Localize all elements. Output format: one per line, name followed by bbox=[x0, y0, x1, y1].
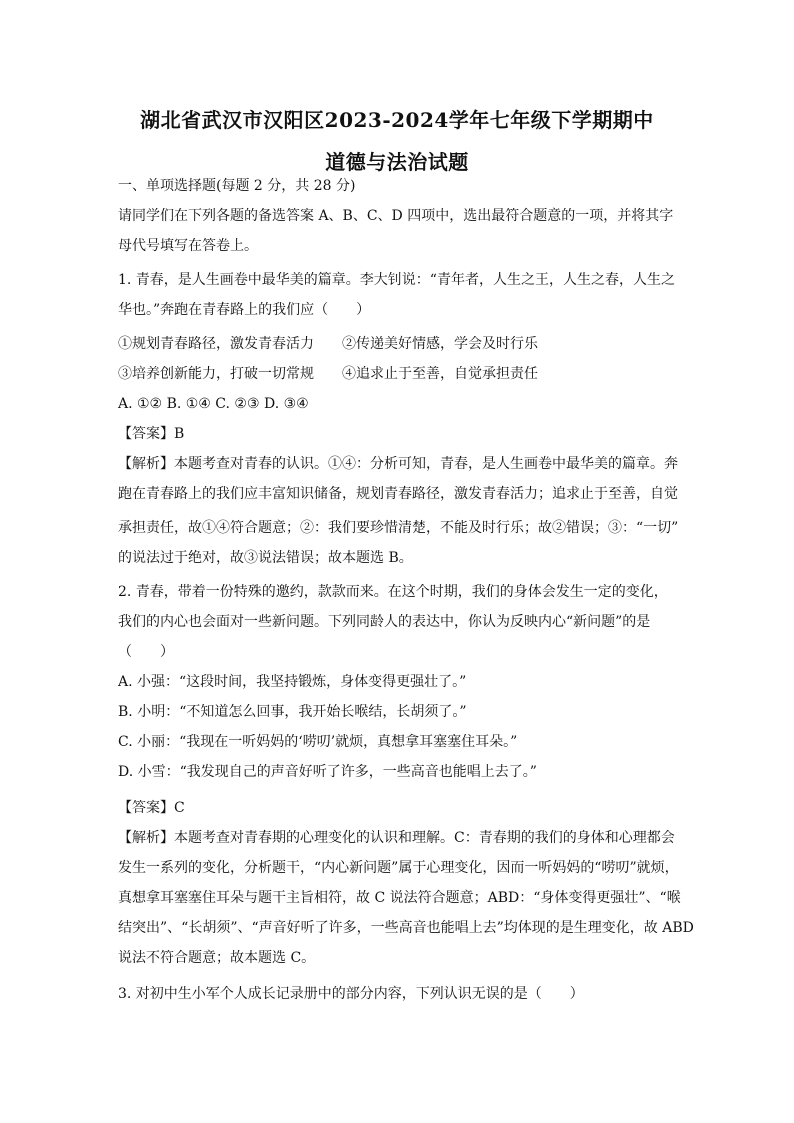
question-1: 华也。”奔跑在青春路上的我们应（ ） bbox=[118, 302, 371, 318]
analysis-line: 真想拿耳塞塞住耳朵与题干主旨相符，故 C 说法符合题意；ABD：“身体变得更强壮”、“喉 bbox=[118, 890, 681, 906]
analysis-line: 说法不符合题意；故本题选 C。 bbox=[118, 950, 316, 966]
section-heading: 一、单项选择题(每题 2 分，共 28 分) bbox=[118, 178, 356, 194]
analysis-line: 发生一系列的变化，分析题干，“内心新问题”属于心理变化，因而一听妈妈的“唠叨”就烦， bbox=[118, 860, 679, 876]
option-line: ③培养创新能力，打破一切常规 ④追求止于至善，自觉承担责任 bbox=[118, 366, 538, 382]
choice-a: A. 小强：“这段时间，我坚持锻炼，身体变得更强壮了。” bbox=[118, 674, 467, 690]
analysis-line: 【解析】本题考查对青春的认识。①④：分析可知，青春，是人生画卷中最华美的篇章。奔 bbox=[118, 456, 678, 472]
analysis-line: 结突出”、“长胡须”、“声音好听了许多，一些高音也能唱上去”均体现的是生理变化，故 ABD bbox=[118, 920, 694, 936]
analysis-line: 跑在青春路上的我们应丰富知识储备，规划青春路径，激发青春活力；追求止于至善，自觉 bbox=[118, 486, 678, 502]
question-2: 2. 青春，带着一份特殊的邀约，款款而来。在这个时期，我们的身体会发生一定的变化， bbox=[118, 584, 668, 600]
choice-b: B. 小明：“不知道怎么回事，我开始长喉结，长胡须了。” bbox=[118, 704, 467, 720]
document-title: 湖北省武汉市汉阳区2023-2024学年七年级下学期期中 bbox=[140, 108, 654, 132]
answer-line: 【答案】C bbox=[118, 800, 185, 816]
instruction-line: 请同学们在下列各题的备选答案 A、B、C、D 四项中，选出最符合题意的一项，并将其字 bbox=[118, 208, 674, 224]
question-2: （ ） bbox=[118, 644, 174, 660]
answer-line: 【答案】B bbox=[118, 426, 185, 442]
analysis-line: 【解析】本题考查对青春期的心理变化的认识和理解。C：青春期的我们的身体和心理都会 bbox=[118, 830, 675, 846]
instruction-line: 母代号填写在答卷上。 bbox=[118, 238, 258, 254]
analysis-line: 的说法过于绝对，故③说法错误；故本题选 B。 bbox=[118, 550, 413, 566]
option-line: ①规划青春路径，激发青春活力 ②传递美好情感，学会及时行乐 bbox=[118, 336, 538, 352]
document-subtitle: 道德与法治试题 bbox=[325, 150, 469, 174]
question-3: 3. 对初中生小军个人成长记录册中的部分内容，下列认识无误的是（ ） bbox=[118, 986, 584, 1002]
analysis-line: 承担责任，故①④符合题意；②：我们要珍惜清楚，不能及时行乐；故②错误；③：“一切” bbox=[118, 520, 679, 536]
choice-c: C. 小丽：“我现在一听妈妈的‘唠叨’就烦，真想拿耳塞塞住耳朵。” bbox=[118, 734, 518, 750]
question-1: 1. 青春，是人生画卷中最华美的篇章。李大钊说：“青年者，人生之王，人生之春，人生之 bbox=[118, 272, 675, 288]
question-2: 我们的内心也会面对一些新问题。下列同龄人的表达中，你认为反映内心“新问题”的是 bbox=[118, 614, 651, 630]
choice-d: D. 小雪：“我发现自己的声音好听了许多，一些高音也能唱上去了。” bbox=[118, 764, 537, 780]
choices-line: A. ①② B. ①④ C. ②③ D. ③④ bbox=[118, 396, 309, 412]
